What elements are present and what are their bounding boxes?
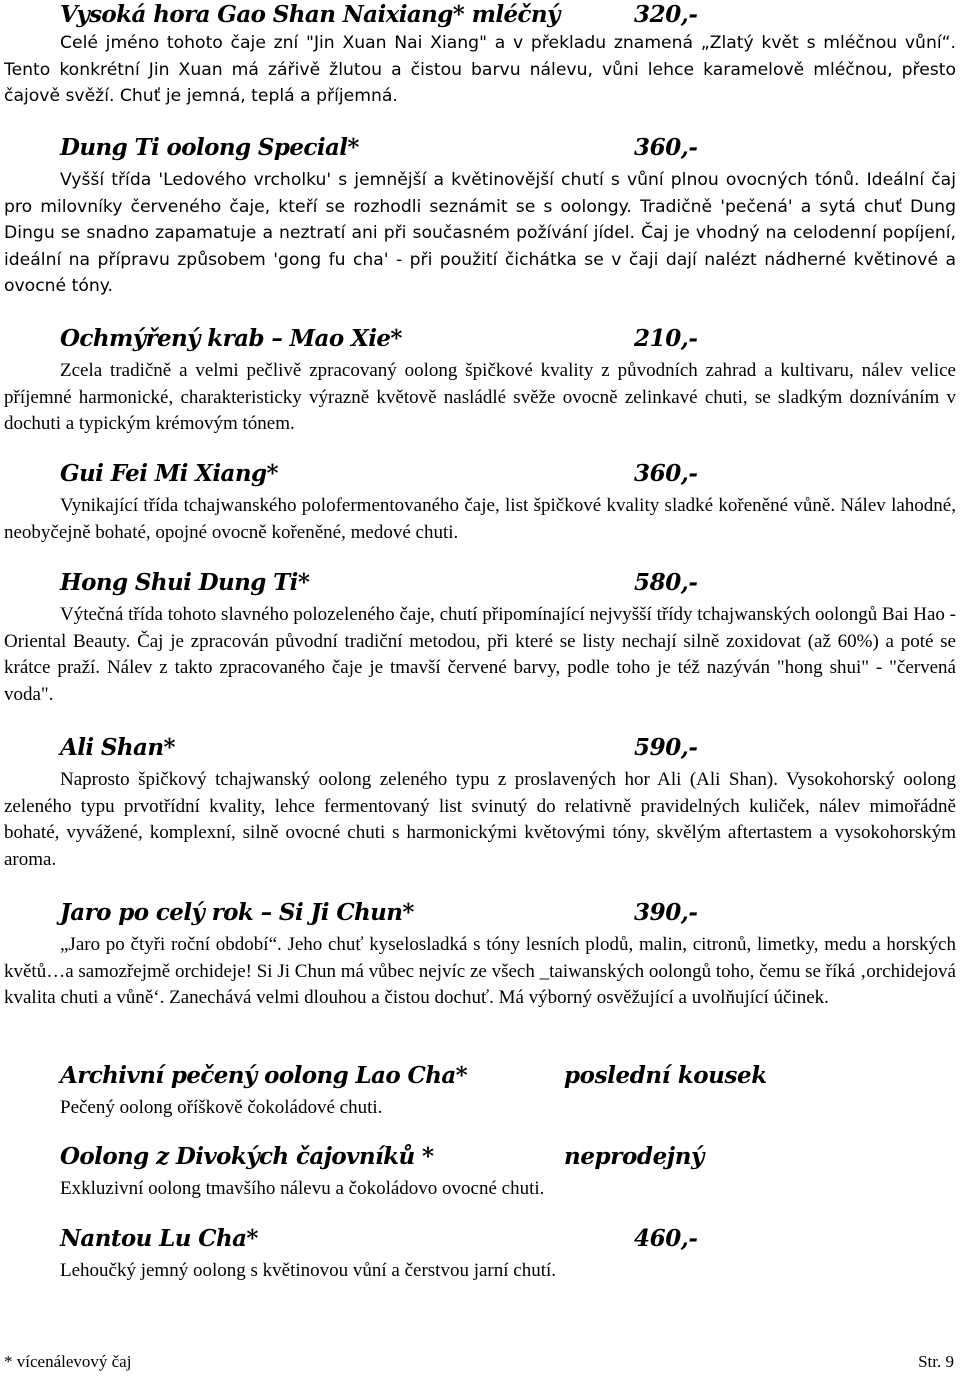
tea-item-header — [4, 0, 956, 34]
footnote: * vícenálevový čaj — [4, 1352, 132, 1371]
tea-item-header — [4, 898, 956, 932]
tea-name: Ochmýřený krab – Mao Xie* — [60, 325, 402, 352]
tea-item-nantou-lu-cha — [4, 1224, 956, 1285]
page-number: Str. 9 — [918, 1352, 954, 1371]
tea-item-dung-ti-special — [4, 133, 956, 300]
tea-price: 210,- — [634, 325, 698, 352]
tea-item-divoke-cajovniky — [4, 1142, 956, 1203]
tea-price: 390,- — [634, 899, 698, 926]
tea-item-header — [4, 324, 956, 358]
tea-item-hong-shui-dung-ti — [4, 568, 956, 708]
tea-item-header — [4, 568, 956, 602]
tea-item-gui-fei-mi-xiang — [4, 459, 956, 546]
tea-description: Výtečná třída tohoto slavného polozeleného čaje, chutí připomínající nejvyšší třídy tchajwanských oolongů Bai Hao - Oriental Beauty. Čaj je zpracován původní tradiční metodou, při které se listy nechají silně zoxidovat (až 60%) a poté se krátce praží. Nálev z takto zpracovaného čaje je tmavší červené barvy, podle toho je též nazýván "hong shui" - "červená voda". — [4, 604, 956, 705]
tea-price: 590,- — [634, 734, 698, 761]
tea-item-header — [4, 133, 956, 167]
tea-item-header — [4, 459, 956, 493]
tea-name: Archivní pečený oolong Lao Cha* — [60, 1062, 468, 1089]
tea-description: „Jaro po čtyři roční období“. Jeho chuť kyselosladká s tóny lesních plodů, malin, citronů, limetky, medu a horských květů…a samozřejmě orchideje! Si Ji Chun má vůbec nejvíc ze všech _taiwanských oolongů toho, čemu se říká ‚orchidejová kvalita chuti a vůně‘. Zanechává velmi dlouhou a čistou dochuť. Má výborný osvěžující a uvolňující účinek. — [4, 934, 956, 1008]
tea-price: poslední kousek — [564, 1062, 767, 1089]
tea-name: Vysoká hora Gao Shan Naixiang* mléčný — [60, 1, 560, 28]
tea-item-lao-cha — [4, 1061, 956, 1122]
tea-name: Hong Shui Dung Ti* — [60, 569, 310, 596]
tea-description: Zcela tradičně a velmi pečlivě zpracovaný oolong špičkové kvality z původních zahrad a kultivaru, nálev velice příjemné harmonické, charakteristicky výrazně květově nasládlé svěže ovocně zelinkavé chuti, se sladkým dozníváním v dochuti a typickým krémovým tónem. — [4, 360, 956, 434]
tea-description: Vynikající třída tchajwanského polofermentovaného čaje, list špičkové kvality sladké kořeněné vůně. Nálev lahodné, neobyčejně bohaté, opojné ovocně kořeněné, medové chuti. — [4, 495, 956, 543]
tea-description: Pečený oolong oříškově čokoládové chuti. — [60, 1097, 383, 1118]
tea-price: 320,- — [634, 1, 698, 28]
tea-item-mao-xie — [4, 324, 956, 438]
tea-description: Lehoučký jemný oolong s květinovou vůní a čerstvou jarní chutí. — [60, 1260, 557, 1281]
tea-description: Celé jméno tohoto čaje zní "Jin Xuan Nai Xiang" a v překladu znamená „Zlatý květ s mléčnou vůní“. Tento konkrétní Jin Xuan má zářivě žlutou a čistou barvu nálevu, vůni lehce karamelově mléčnou, přesto čajově svěží. Chuť je jemná, teplá a příjemná. — [4, 33, 956, 106]
tea-description: Naprosto špičkový tchajwanský oolong zeleného typu z proslavených hor Ali (Ali Shan). Vysokohorský oolong zeleného typu prvotřídní kvality, lehce fermentovaný list svinutý do relativně pravidelných kuliček, nálev mimořádně bohaté, vyvážené, komplexní, silně ovocné chuti s harmonickými květovými tóny, skvělým aftertastem a vysokohorským aroma. — [4, 769, 956, 870]
tea-item-header — [4, 1061, 956, 1095]
tea-price: 360,- — [634, 460, 698, 487]
tea-item-si-ji-chun — [4, 898, 956, 1012]
tea-item-header — [4, 733, 956, 767]
tea-name: Gui Fei Mi Xiang* — [60, 460, 278, 487]
tea-item-ali-shan — [4, 733, 956, 873]
tea-name: Ali Shan* — [60, 734, 175, 761]
tea-description: Vyšší třída 'Ledového vrcholku' s jemnější a květinovější chutí s vůní plnou ovocných tónů. Ideální čaj pro milovníky červeného čaje, kteří se rozhodli seznámit se s oolongy. Tradičně 'pečená' a sytá chuť Dung Dingu se snadno zapamatuje a neztratí ani při současném požívání jídel. Čaj je vhodný na celodenní popíjení, ideální na přípravu způsobem 'gong fu cha' - při použití čichátka se v čaji dají nalézt nádherné květinové a ovocné tóny. — [4, 170, 956, 296]
tea-name: Oolong z Divokých čajovníků * — [60, 1143, 434, 1170]
tea-price: 460,- — [634, 1225, 698, 1252]
tea-price: 360,- — [634, 134, 698, 161]
tea-item-gao-shan-naixiang — [4, 0, 956, 110]
tea-item-header — [4, 1142, 956, 1176]
tea-price: neprodejný — [564, 1143, 705, 1170]
tea-description: Exkluzivní oolong tmavšího nálevu a čokoládovo ovocné chuti. — [60, 1178, 545, 1199]
tea-item-header — [4, 1224, 956, 1258]
tea-price: 580,- — [634, 569, 698, 596]
tea-name: Jaro po celý rok – Si Ji Chun* — [60, 899, 414, 926]
tea-name: Nantou Lu Cha* — [60, 1225, 258, 1252]
tea-name: Dung Ti oolong Special* — [60, 134, 359, 161]
